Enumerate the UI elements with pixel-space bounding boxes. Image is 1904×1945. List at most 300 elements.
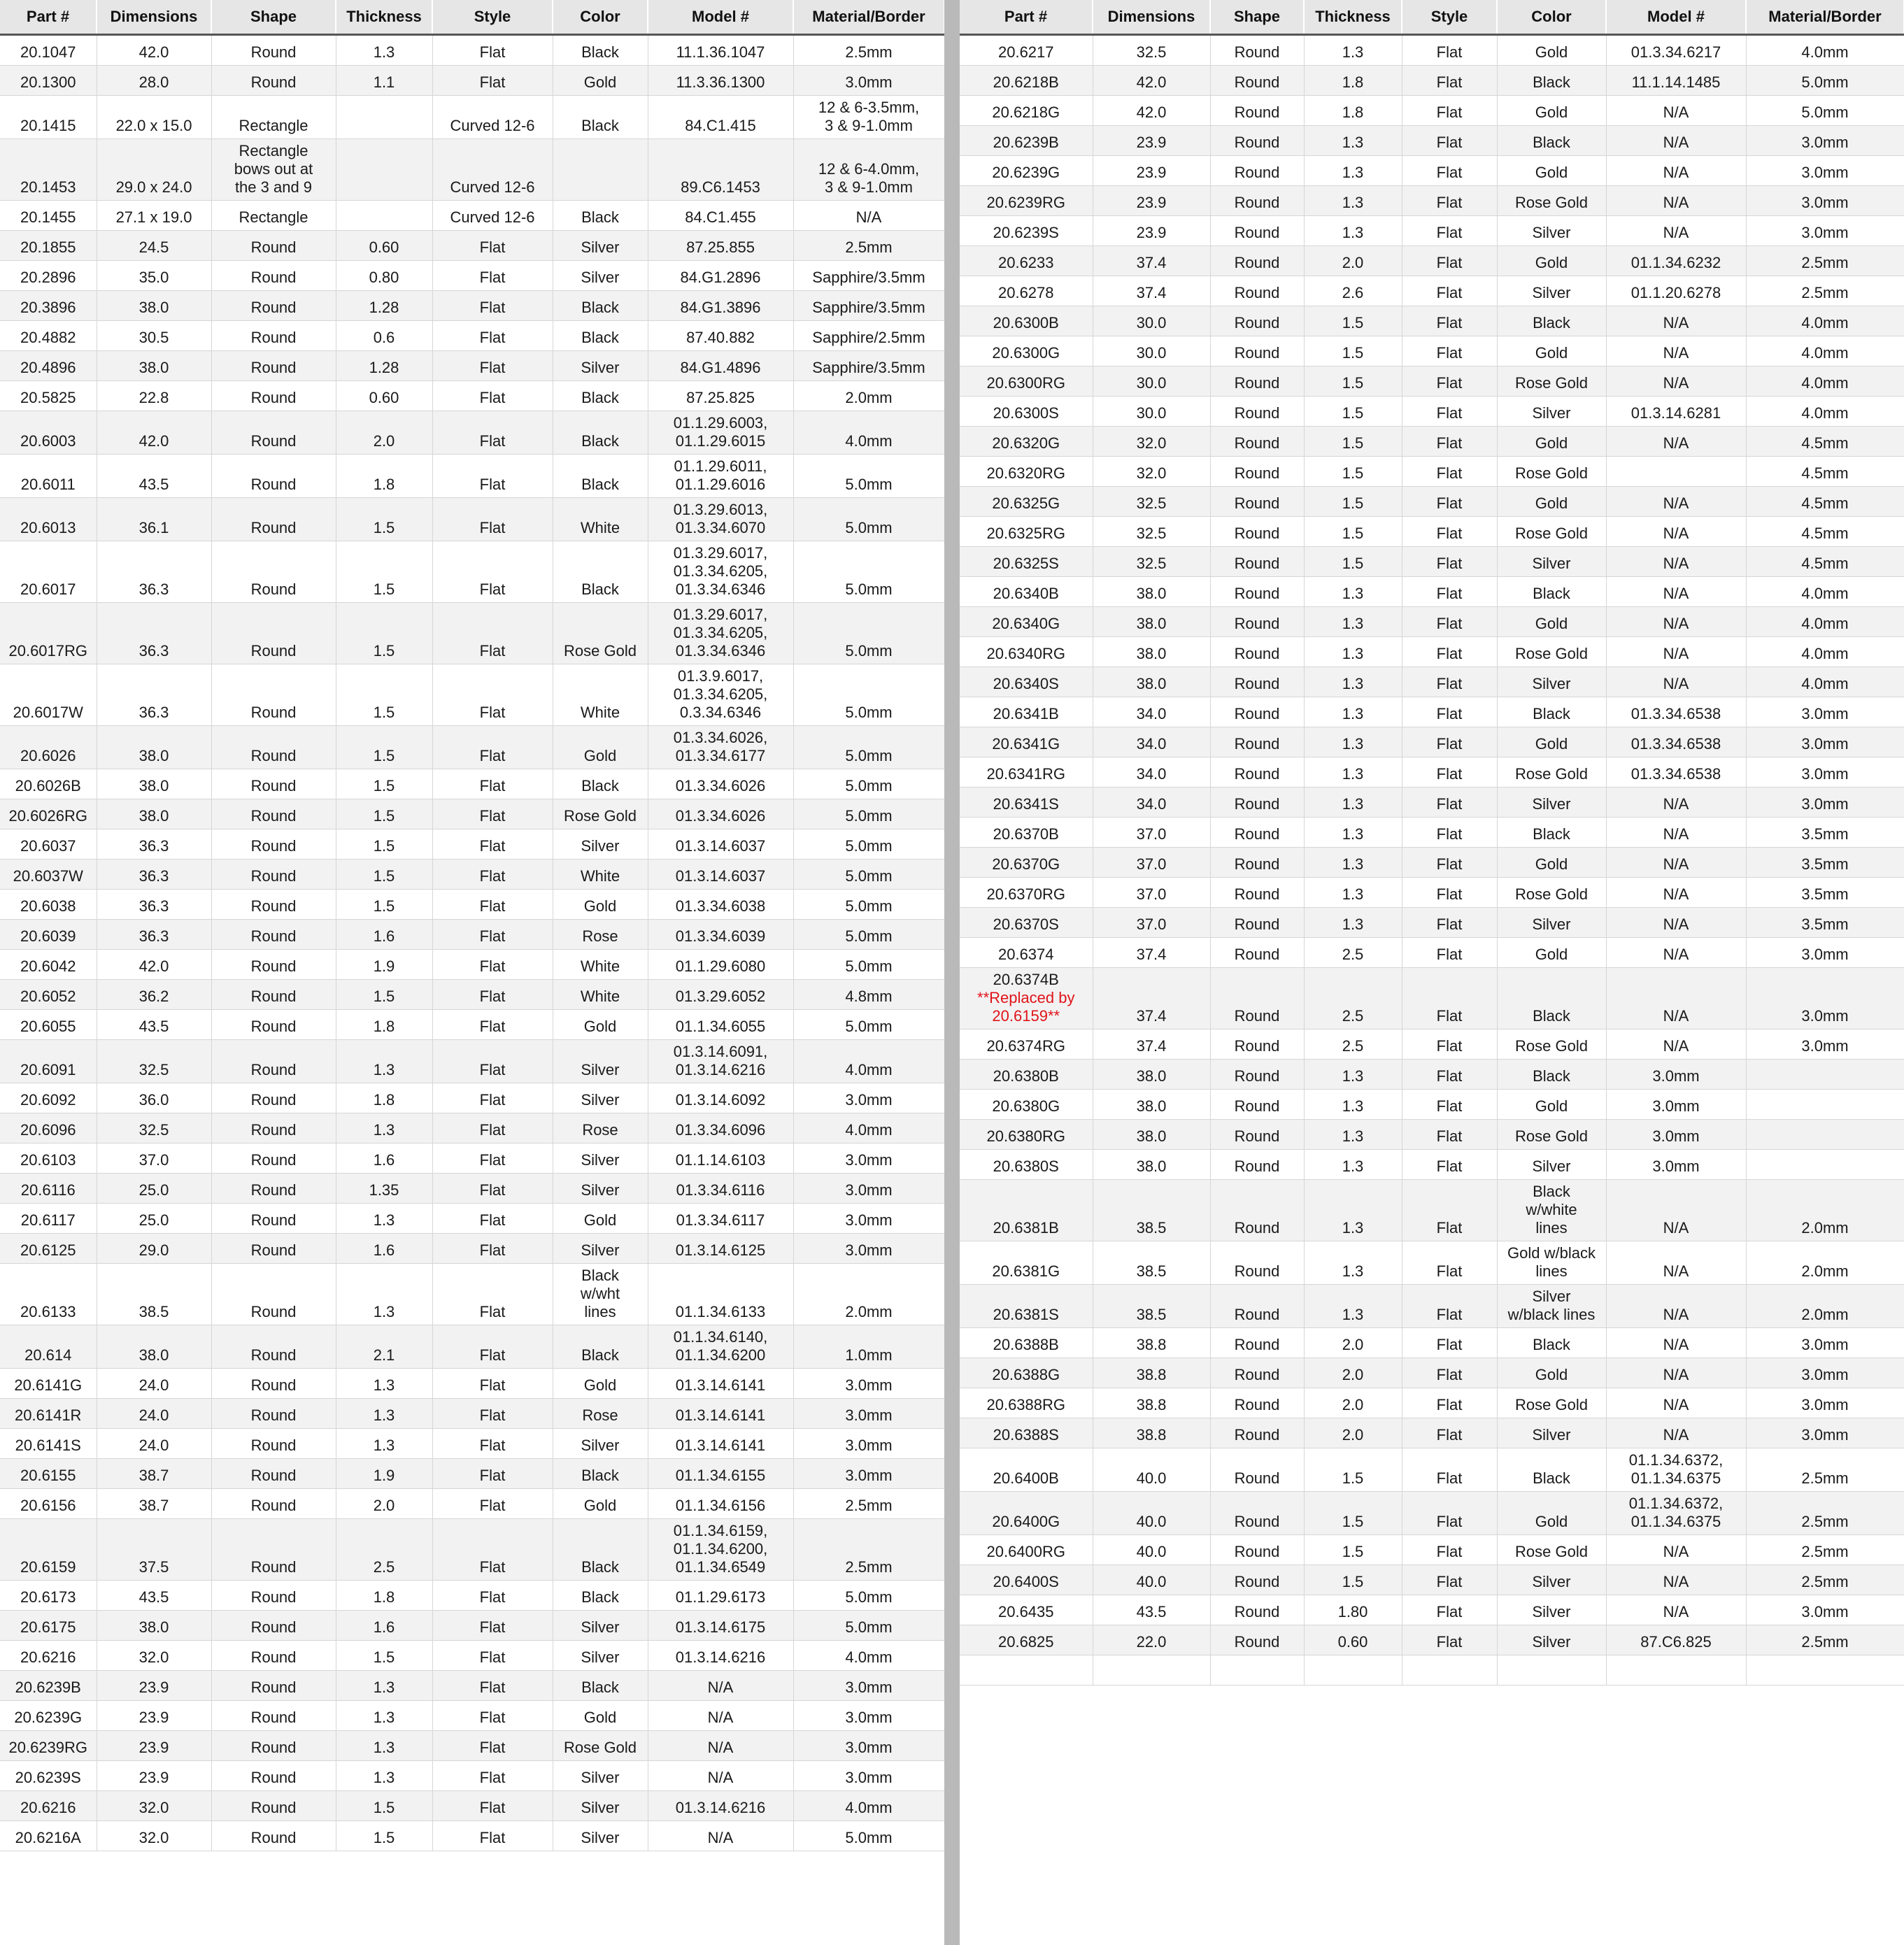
cell-color: White (553, 498, 648, 541)
table-row (960, 397, 1904, 427)
cell-thickness: 1.9 (336, 1459, 432, 1489)
cell-color: Silver (1497, 1625, 1606, 1655)
table-row (0, 1429, 944, 1459)
cell-model-number: N/A (1606, 366, 1746, 397)
cell-material-border: Sapphire/3.5mm (793, 351, 944, 381)
cell-color: Gold (1497, 1358, 1606, 1388)
table-row (0, 950, 944, 980)
cell-shape: Round (1210, 667, 1304, 697)
cell-material-border: 3.0mm (793, 1174, 944, 1204)
cell-material-border: 5.0mm (793, 726, 944, 769)
cell-part-number: 20.6381G (960, 1241, 1093, 1285)
cell-model-number: N/A (1606, 577, 1746, 607)
cell-shape: Round (211, 35, 336, 66)
cell-style: Flat (432, 381, 553, 411)
parts-table-left (0, 0, 945, 1851)
table-row (960, 366, 1904, 397)
cell-thickness: 2.0 (336, 411, 432, 455)
cell-style: Flat (432, 890, 553, 920)
table-row (960, 1030, 1904, 1060)
cell-thickness: 1.5 (336, 1821, 432, 1851)
table-row (0, 829, 944, 860)
cell-model-number: 01.3.14.6092 (648, 1083, 793, 1113)
cell-style: Flat (432, 35, 553, 66)
cell-dimensions: 30.5 (97, 321, 211, 351)
cell-style: Flat (432, 1581, 553, 1611)
cell-dimensions: 30.0 (1093, 336, 1210, 366)
cell-material-border: 3.0mm (1746, 1595, 1904, 1625)
cell-color: Black (1497, 126, 1606, 156)
cell-part-number: 20.6218B (960, 66, 1093, 96)
cell-color: Gold (1497, 156, 1606, 186)
cell-model-number: 01.1.34.6159, 01.1.34.6200, 01.1.34.6549 (648, 1519, 793, 1581)
cell-style: Flat (1402, 667, 1497, 697)
cell-dimensions: 32.5 (1093, 547, 1210, 577)
cell-color: Silver (553, 1234, 648, 1264)
cell-dimensions: 38.0 (97, 799, 211, 829)
table-row (960, 577, 1904, 607)
cell-shape: Rectangle (211, 201, 336, 231)
cell-part-number: 20.6370RG (960, 878, 1093, 908)
cell-part-number: 20.6239G (0, 1701, 97, 1731)
cell-material-border (1746, 1120, 1904, 1150)
table-row (960, 306, 1904, 336)
cell-color: Silver (553, 231, 648, 261)
cell-shape: Round (211, 1325, 336, 1369)
cell-shape: Round (211, 603, 336, 664)
cell-model-number: 11.1.14.1485 (1606, 66, 1746, 96)
cell-color: Black (553, 1519, 648, 1581)
cell-part-number: 20.6400B (960, 1448, 1093, 1492)
cell-dimensions: 32.5 (1093, 517, 1210, 547)
cell-dimensions: 36.3 (97, 860, 211, 890)
cell-color: Silver (1497, 908, 1606, 938)
cell-dimensions: 37.0 (1093, 818, 1210, 848)
cell-thickness: 1.3 (336, 1731, 432, 1761)
cell-dimensions: 38.0 (97, 726, 211, 769)
cell-shape: Round (211, 980, 336, 1010)
cell-model-number: N/A (1606, 156, 1746, 186)
table-row (0, 139, 944, 201)
cell-model-number: N/A (1606, 938, 1746, 968)
cell-material-border: 4.0mm (1746, 336, 1904, 366)
cell-dimensions: 38.8 (1093, 1328, 1210, 1358)
cell-style: Flat (1402, 1285, 1497, 1328)
cell-part-number: 20.6341G (960, 727, 1093, 757)
cell-shape: Round (211, 1671, 336, 1701)
cell-shape: Round (1210, 727, 1304, 757)
cell-shape: Round (1210, 336, 1304, 366)
cell-dimensions: 30.0 (1093, 306, 1210, 336)
cell-thickness: 1.3 (1304, 1180, 1402, 1241)
cell-dimensions: 23.9 (97, 1671, 211, 1701)
cell-thickness: 1.5 (336, 860, 432, 890)
cell-model-number: 01.3.34.6538 (1606, 697, 1746, 727)
cell-dimensions: 34.0 (1093, 727, 1210, 757)
cell-model-number: 01.3.34.6217 (1606, 35, 1746, 66)
cell-shape: Round (1210, 577, 1304, 607)
cell-part-number: 20.6117 (0, 1204, 97, 1234)
cell-color: Rose Gold (1497, 457, 1606, 487)
cell-style: Curved 12-6 (432, 201, 553, 231)
cell-color: Rose Gold (553, 799, 648, 829)
cell-material-border: 4.5mm (1746, 547, 1904, 577)
cell-model-number: N/A (1606, 487, 1746, 517)
cell-thickness: 1.5 (336, 726, 432, 769)
replacement-note: **Replaced by 20.6159** (977, 989, 1075, 1025)
cell-part-number: 20.6341S (960, 788, 1093, 818)
cell-part-number: 20.6141G (0, 1369, 97, 1399)
cell-part-number: 20.6133 (0, 1264, 97, 1325)
cell-dimensions: 24.5 (97, 231, 211, 261)
cell-color: Silver (553, 1040, 648, 1083)
column-header-thickness: Thickness (336, 0, 432, 35)
cell-style: Flat (432, 1325, 553, 1369)
cell-color: White (553, 950, 648, 980)
cell-thickness: 1.3 (1304, 1090, 1402, 1120)
cell-dimensions: 25.0 (97, 1174, 211, 1204)
cell-style: Flat (1402, 848, 1497, 878)
cell-style: Flat (1402, 1595, 1497, 1625)
cell-thickness: 2.5 (336, 1519, 432, 1581)
cell-thickness: 0.60 (336, 231, 432, 261)
cell-thickness: 1.3 (1304, 848, 1402, 878)
cell-style: Curved 12-6 (432, 139, 553, 201)
cell-material-border: 3.0mm (1746, 727, 1904, 757)
cell-dimensions: 36.3 (97, 664, 211, 726)
cell-dimensions: 37.4 (1093, 276, 1210, 306)
cell-model-number: N/A (648, 1701, 793, 1731)
cell-model-number: 3.0mm (1606, 1150, 1746, 1180)
cell-model-number: 01.3.34.6026 (648, 769, 793, 799)
cell-model-number: 87.40.882 (648, 321, 793, 351)
cell-dimensions: 42.0 (1093, 66, 1210, 96)
cell-style (1402, 1655, 1497, 1686)
cell-shape: Round (1210, 1358, 1304, 1388)
cell-thickness: 1.6 (336, 1234, 432, 1264)
cell-shape: Round (211, 726, 336, 769)
cell-model-number: 01.1.34.6372, 01.1.34.6375 (1606, 1492, 1746, 1535)
cell-model-number: 01.3.14.6141 (648, 1429, 793, 1459)
cell-thickness: 1.80 (1304, 1595, 1402, 1625)
cell-dimensions: 22.8 (97, 381, 211, 411)
left-panel (0, 0, 944, 1851)
cell-shape: Round (211, 799, 336, 829)
cell-material-border: 2.5mm (1746, 276, 1904, 306)
cell-shape: Round (211, 1113, 336, 1144)
cell-shape: Round (211, 1040, 336, 1083)
cell-shape: Round (1210, 1030, 1304, 1060)
cell-material-border: 4.5mm (1746, 427, 1904, 457)
cell-part-number: 20.3896 (0, 291, 97, 321)
cell-style: Flat (432, 1369, 553, 1399)
cell-model-number: N/A (648, 1761, 793, 1791)
cell-style: Flat (432, 950, 553, 980)
cell-model-number: 3.0mm (1606, 1120, 1746, 1150)
cell-color: Black (553, 769, 648, 799)
cell-part-number: 20.6091 (0, 1040, 97, 1083)
cell-shape: Round (211, 1519, 336, 1581)
cell-thickness: 1.3 (1304, 216, 1402, 246)
cell-dimensions: 27.1 x 19.0 (97, 201, 211, 231)
cell-style: Flat (432, 1174, 553, 1204)
cell-model-number (1606, 1655, 1746, 1686)
cell-material-border: 3.0mm (793, 1204, 944, 1234)
cell-color: Gold (553, 1701, 648, 1731)
table-row (0, 1671, 944, 1701)
cell-style: Flat (432, 1083, 553, 1113)
cell-style: Flat (1402, 757, 1497, 788)
cell-shape: Round (1210, 848, 1304, 878)
cell-thickness: 1.8 (1304, 66, 1402, 96)
cell-thickness: 1.8 (336, 1083, 432, 1113)
cell-thickness: 1.3 (1304, 757, 1402, 788)
cell-style: Flat (1402, 1241, 1497, 1285)
cell-shape: Round (211, 541, 336, 603)
table-row (0, 1821, 944, 1851)
table-row (0, 1581, 944, 1611)
cell-style: Flat (432, 231, 553, 261)
cell-color: Black (553, 96, 648, 139)
cell-thickness: 1.9 (336, 950, 432, 980)
cell-part-number: 20.6340S (960, 667, 1093, 697)
cell-part-number: 20.1047 (0, 35, 97, 66)
cell-color: Gold (1497, 727, 1606, 757)
cell-material-border: 4.0mm (1746, 577, 1904, 607)
cell-model-number: N/A (1606, 1565, 1746, 1595)
cell-dimensions: 38.0 (97, 1611, 211, 1641)
cell-dimensions: 36.0 (97, 1083, 211, 1113)
cell-dimensions: 38.7 (97, 1489, 211, 1519)
cell-part-number: 20.6216 (0, 1641, 97, 1671)
cell-thickness: 1.3 (336, 1369, 432, 1399)
cell-shape: Round (1210, 1535, 1304, 1565)
cell-dimensions (1093, 1655, 1210, 1686)
table-row (960, 1180, 1904, 1241)
cell-thickness: 1.5 (336, 664, 432, 726)
cell-material-border: 3.5mm (1746, 848, 1904, 878)
cell-color: Rose Gold (1497, 1030, 1606, 1060)
cell-material-border (1746, 1150, 1904, 1180)
cell-thickness: 1.3 (1304, 697, 1402, 727)
table-row (0, 1459, 944, 1489)
cell-style: Flat (1402, 1492, 1497, 1535)
cell-style: Flat (432, 726, 553, 769)
cell-color: Silver (553, 1821, 648, 1851)
cell-dimensions: 43.5 (97, 1010, 211, 1040)
cell-shape: Round (211, 66, 336, 96)
cell-color: Rose Gold (1497, 757, 1606, 788)
cell-part-number: 20.6239B (960, 126, 1093, 156)
cell-shape: Round (211, 860, 336, 890)
cell-thickness: 1.3 (1304, 1241, 1402, 1285)
table-row (960, 1448, 1904, 1492)
cell-thickness: 1.8 (336, 1581, 432, 1611)
cell-style: Flat (1402, 577, 1497, 607)
cell-shape: Round (1210, 1060, 1304, 1090)
cell-material-border: 12 & 6-3.5mm, 3 & 9-1.0mm (793, 96, 944, 139)
cell-shape: Round (1210, 818, 1304, 848)
cell-color: Rose Gold (1497, 1388, 1606, 1418)
cell-part-number: 20.6370S (960, 908, 1093, 938)
cell-style: Flat (432, 455, 553, 498)
cell-style: Flat (1402, 697, 1497, 727)
cell-thickness: 1.3 (336, 1204, 432, 1234)
cell-model-number: 84.G1.2896 (648, 261, 793, 291)
cell-color: Rose Gold (1497, 1120, 1606, 1150)
cell-dimensions: 23.9 (1093, 156, 1210, 186)
cell-dimensions: 42.0 (1093, 96, 1210, 126)
cell-dimensions: 37.0 (1093, 908, 1210, 938)
cell-dimensions: 32.0 (97, 1821, 211, 1851)
cell-style: Flat (432, 541, 553, 603)
cell-part-number: 20.6159 (0, 1519, 97, 1581)
cell-style: Flat (1402, 547, 1497, 577)
cell-style: Flat (1402, 1565, 1497, 1595)
cell-material-border: 4.0mm (1746, 667, 1904, 697)
cell-color: Silver (553, 1429, 648, 1459)
table-row (960, 727, 1904, 757)
cell-part-number: 20.6116 (0, 1174, 97, 1204)
cell-thickness (336, 201, 432, 231)
cell-part-number: 20.6300G (960, 336, 1093, 366)
cell-material-border: Sapphire/3.5mm (793, 291, 944, 321)
cell-model-number: N/A (1606, 607, 1746, 637)
cell-part-number: 20.6052 (0, 980, 97, 1010)
cell-shape: Round (1210, 908, 1304, 938)
table-row (0, 799, 944, 829)
cell-model-number: N/A (1606, 517, 1746, 547)
cell-style: Flat (1402, 1030, 1497, 1060)
cell-style: Flat (432, 664, 553, 726)
cell-style: Flat (432, 1671, 553, 1701)
cell-thickness: 2.5 (1304, 968, 1402, 1030)
cell-thickness: 1.3 (1304, 186, 1402, 216)
cell-dimensions: 24.0 (97, 1369, 211, 1399)
cell-part-number: 20.6042 (0, 950, 97, 980)
cell-model-number: N/A (1606, 637, 1746, 667)
column-header-part-number: Part # (0, 0, 97, 35)
cell-part-number: 20.6216 (0, 1791, 97, 1821)
cell-dimensions: 37.0 (97, 1144, 211, 1174)
cell-part-number: 20.6325G (960, 487, 1093, 517)
cell-model-number: 01.1.20.6278 (1606, 276, 1746, 306)
cell-shape: Round (1210, 697, 1304, 727)
cell-color: Rose Gold (1497, 366, 1606, 397)
cell-part-number: 20.6278 (960, 276, 1093, 306)
cell-material-border: 2.0mm (793, 1264, 944, 1325)
table-row (960, 276, 1904, 306)
table-row (0, 1204, 944, 1234)
column-header-model-number: Model # (648, 0, 793, 35)
cell-shape: Round (1210, 1285, 1304, 1328)
cell-model-number: 01.1.34.6372, 01.1.34.6375 (1606, 1448, 1746, 1492)
cell-dimensions: 23.9 (97, 1701, 211, 1731)
cell-color: Silver (1497, 216, 1606, 246)
cell-model-number: 01.3.34.6538 (1606, 757, 1746, 788)
cell-model-number: 01.3.29.6052 (648, 980, 793, 1010)
cell-model-number: 01.1.29.6003, 01.1.29.6015 (648, 411, 793, 455)
cell-style: Flat (432, 1234, 553, 1264)
cell-shape: Round (1210, 1180, 1304, 1241)
cell-part-number: 20.6320G (960, 427, 1093, 457)
cell-thickness: 1.3 (1304, 1060, 1402, 1090)
table-row (960, 878, 1904, 908)
cell-material-border: 2.5mm (1746, 246, 1904, 276)
cell-material-border: 3.0mm (1746, 1328, 1904, 1358)
cell-model-number: N/A (1606, 1285, 1746, 1328)
cell-shape: Round (1210, 487, 1304, 517)
cell-shape: Round (211, 1144, 336, 1174)
cell-part-number: 20.6381S (960, 1285, 1093, 1328)
cell-part-number: 20.2896 (0, 261, 97, 291)
cell-style: Flat (1402, 487, 1497, 517)
cell-thickness: 2.1 (336, 1325, 432, 1369)
cell-part-number: 20.6400S (960, 1565, 1093, 1595)
cell-color: White (553, 664, 648, 726)
cell-style: Flat (432, 1641, 553, 1671)
table-row (0, 890, 944, 920)
cell-dimensions: 38.0 (1093, 1150, 1210, 1180)
cell-dimensions: 37.4 (1093, 246, 1210, 276)
cell-model-number: 01.1.14.6103 (648, 1144, 793, 1174)
cell-style: Flat (1402, 1625, 1497, 1655)
cell-style: Flat (1402, 607, 1497, 637)
cell-dimensions: 38.0 (97, 291, 211, 321)
cell-style: Flat (432, 66, 553, 96)
cell-model-number: N/A (1606, 818, 1746, 848)
cell-thickness: 1.3 (1304, 607, 1402, 637)
cell-material-border: 5.0mm (793, 920, 944, 950)
table-row (960, 1418, 1904, 1448)
cell-thickness: 1.5 (336, 1641, 432, 1671)
cell-thickness: 1.3 (1304, 878, 1402, 908)
cell-color: Black w/white lines (1497, 1180, 1606, 1241)
cell-part-number: 20.6388RG (960, 1388, 1093, 1418)
table-row (0, 1264, 944, 1325)
cell-shape: Round (211, 1204, 336, 1234)
cell-shape: Round (1210, 1565, 1304, 1595)
cell-color: Black (553, 1325, 648, 1369)
cell-model-number: 11.1.36.1047 (648, 35, 793, 66)
cell-dimensions: 38.5 (1093, 1285, 1210, 1328)
cell-color: Rose Gold (553, 1731, 648, 1761)
cell-style: Flat (432, 980, 553, 1010)
cell-dimensions: 38.0 (1093, 637, 1210, 667)
cell-thickness: 2.5 (1304, 938, 1402, 968)
cell-shape: Rectangle (211, 96, 336, 139)
cell-material-border: 4.0mm (1746, 366, 1904, 397)
cell-thickness: 1.5 (336, 980, 432, 1010)
table-row (0, 321, 944, 351)
cell-dimensions: 34.0 (1093, 697, 1210, 727)
cell-color: Gold (1497, 607, 1606, 637)
cell-color: Gold (553, 1369, 648, 1399)
cell-part-number: 20.6340RG (960, 637, 1093, 667)
cell-shape: Round (211, 351, 336, 381)
cell-model-number: N/A (1606, 1328, 1746, 1358)
cell-style: Flat (432, 769, 553, 799)
cell-color: Rose (553, 920, 648, 950)
cell-dimensions: 40.0 (1093, 1535, 1210, 1565)
cell-style: Flat (432, 1040, 553, 1083)
cell-shape: Round (211, 950, 336, 980)
cell-color: Black (553, 1581, 648, 1611)
cell-thickness: 1.5 (336, 799, 432, 829)
cell-part-number: 20.6340B (960, 577, 1093, 607)
cell-thickness: 1.3 (336, 1113, 432, 1144)
cell-part-number: 20.6141S (0, 1429, 97, 1459)
